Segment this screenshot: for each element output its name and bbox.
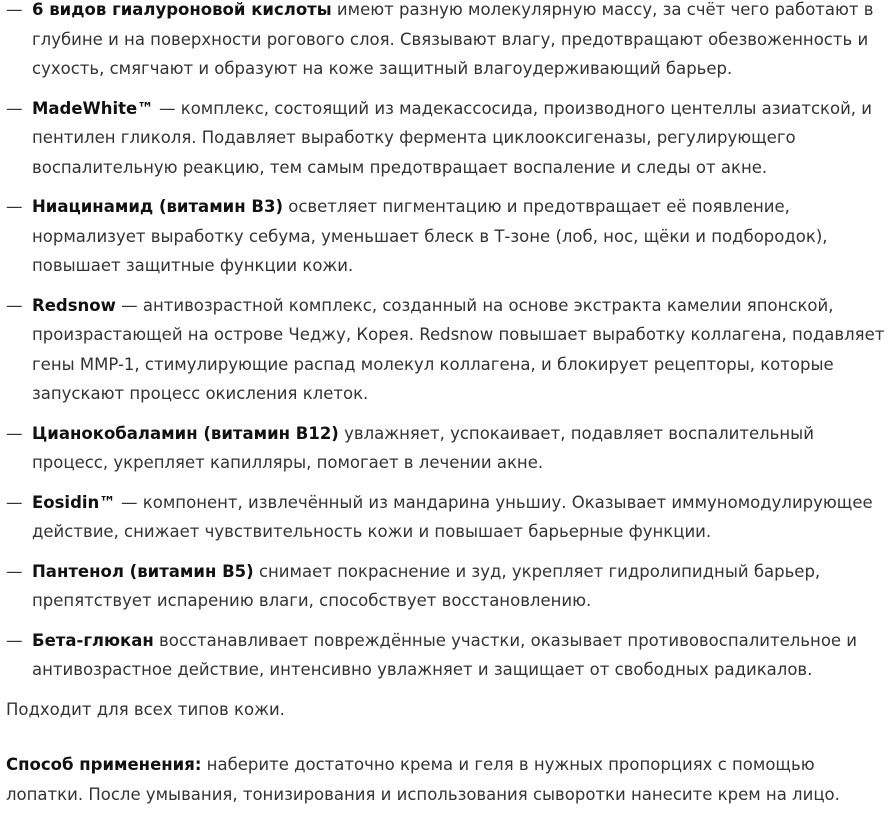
ingredient-description: осветляет пигментацию и предотвращает её появление, нормализует выработку себума, уменьшает блеск в Т-зоне (лоб, нос, щёки и подбородок), повышает защитные функции кожи. <box>32 197 828 275</box>
dash-marker: — <box>6 423 23 443</box>
dash-marker: — <box>6 0 23 19</box>
ingredient-description: увлажняет, успокаивает, подавляет воспалительный процесс, укрепляет капилляры, помогает в лечении акне. <box>32 423 814 472</box>
ingredient-description: — комплекс, состоящий из мадекассосида, производного центеллы азиатской, и пентилен гликоля. Подавляет выработку фермента циклооксигеназы, регулирующего воспалительную реакцию, тем самым предотвращает воспаление и следы от акне. <box>32 98 873 177</box>
ingredient-description: имеют разную молекулярную массу, за счёт чего работают в глубине и на поверхности рогового слоя. Связывают влагу, предотвращают обезвоженность и сухость, смягчают и образуют на коже защитный влагоудерживающий барьер. <box>32 0 874 78</box>
ingredient-name: MadeWhite™ <box>32 98 154 118</box>
dash-marker: — <box>6 295 23 315</box>
dash-marker: — <box>6 98 23 118</box>
ingredient-item <box>6 94 886 183</box>
ingredient-name: 6 видов гиалуроновой кислоты <box>32 0 332 19</box>
ingredient-item <box>6 488 886 547</box>
dash-marker: — <box>6 561 23 581</box>
ingredient-description: — компонент, извлечённый из мандарина уньшиу. Оказывает иммуномодулирующее действие, снижает чувствительность кожи и повышает барьерные функции. <box>32 492 873 541</box>
dash-marker: — <box>6 492 23 512</box>
ingredient-name: Redsnow <box>32 295 116 315</box>
ingredient-item <box>6 557 886 616</box>
ingredient-description: — антивозрастной комплекс, созданный на основе экстракта камелии японской, произрастающей на острове Чеджу, Корея. Redsnow повышает выработку коллагена, подавляет гены MMP-1, стимулирующие распад молекул коллагена, и блокирует рецепторы, которые запускают процесс окисления клеток. <box>32 295 885 403</box>
product-description <box>6 0 886 809</box>
ingredient-name: Бета-глюкан <box>32 630 154 650</box>
skin-types-note: Подходит для всех типов кожи. <box>6 699 285 719</box>
usage-instructions <box>6 750 886 809</box>
ingredient-name: Eosidin™ <box>32 492 116 512</box>
ingredient-name: Цианокобаламин (витамин В12) <box>32 423 339 443</box>
ingredient-name: Пантенол (витамин В5) <box>32 561 254 581</box>
ingredient-item <box>6 419 886 478</box>
ingredient-item <box>6 0 886 84</box>
ingredient-description: восстанавливает повреждённые участки, оказывает противовоспалительное и антивозрастное действие, интенсивно увлажняет и защищает от свободных радикалов. <box>32 630 858 679</box>
ingredient-list <box>6 0 886 685</box>
ingredient-description: снимает покраснение и зуд, укрепляет гидролипидный барьер, препятствует испарению влаги, способствует восстановлению. <box>32 561 821 610</box>
ingredient-item <box>6 626 886 685</box>
ingredient-name: Ниацинамид (витамин В3) <box>32 197 283 216</box>
dash-marker: — <box>6 630 23 650</box>
usage-label: Способ применения: <box>6 755 202 774</box>
dash-marker: — <box>6 197 23 216</box>
ingredient-item <box>6 291 886 409</box>
ingredient-item <box>6 192 886 281</box>
usage-text: наберите достаточно крема и геля в нужных пропорциях с помощью лопатки. После умывания, тонизирования и использования сыворотки нанесите крем на лицо. <box>6 755 840 804</box>
